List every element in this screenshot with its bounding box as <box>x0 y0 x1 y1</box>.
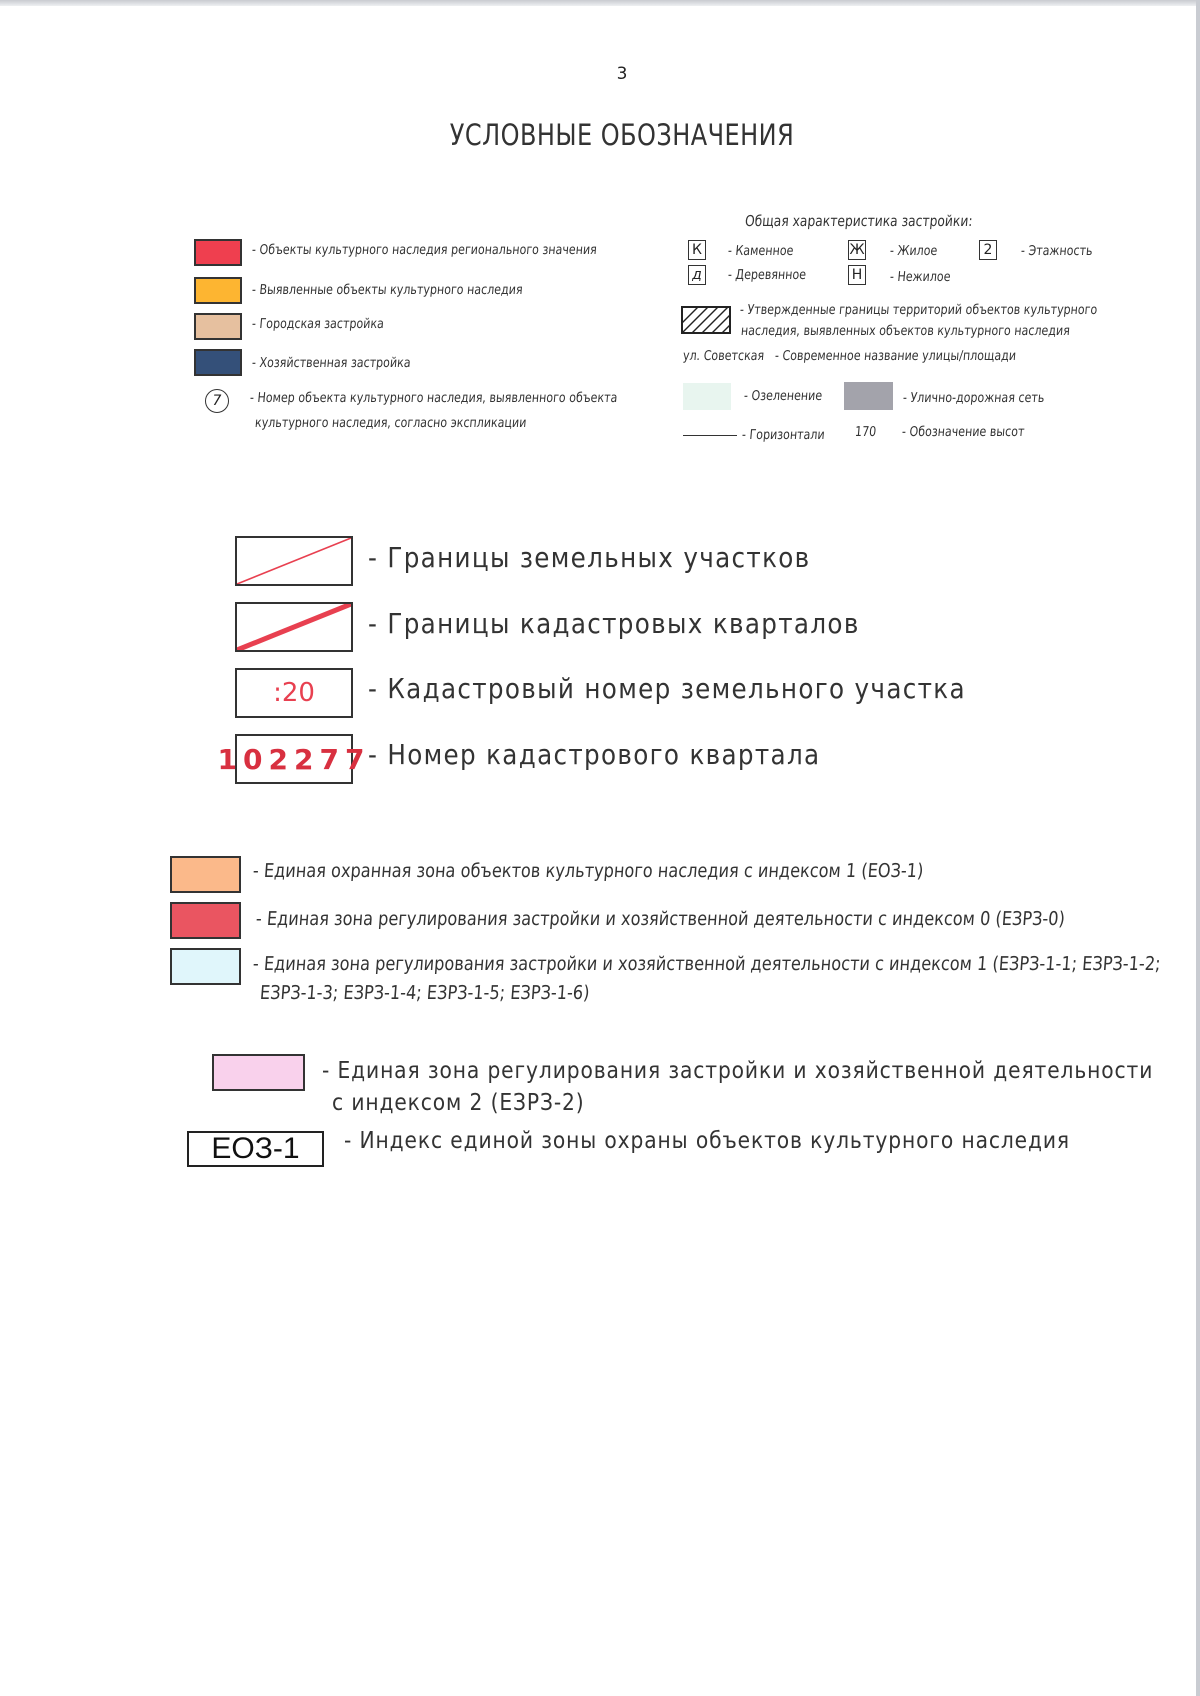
street-name-label: - Современное название улицы/площади <box>774 348 1017 364</box>
approved-bounds-label-line1: - Утвержденные границы территорий объектов культурного <box>739 302 1098 318</box>
symbol-floors: 2 <box>979 240 997 260</box>
plot-number-sample: :20 <box>235 668 353 718</box>
symbol-residential: Ж <box>849 242 865 258</box>
object-number-circle: 7 <box>205 389 229 413</box>
legend-swatch-regional-heritage <box>194 239 242 266</box>
quarter-bounds-label: - Границы кадастровых кварталов <box>368 607 860 640</box>
contour-line-sample <box>683 435 737 436</box>
symbol-stone: К <box>688 240 706 260</box>
greenery-label: - Озеленение <box>743 388 823 404</box>
label-wooden: - Деревянное <box>727 267 807 283</box>
label-stone: - Каменное <box>727 243 795 259</box>
object-number-label-line2: культурного наследия, согласно экспликации <box>254 415 528 431</box>
zone-label-eoz-1: - Единая охранная зона объектов культурного наследия с индексом 1 (ЕОЗ-1) <box>252 860 925 882</box>
legend-swatch-urban-buildings <box>194 313 242 340</box>
label-floors: - Этажность <box>1020 243 1094 259</box>
label-residential: - Жилое <box>889 243 938 259</box>
symbol-non-residential: Н <box>848 265 866 285</box>
label-non-residential: - Нежилое <box>889 269 952 285</box>
quarter-number-label: - Номер кадастрового квартала <box>368 738 821 771</box>
zone-swatch-ezrz-1 <box>170 948 241 985</box>
approved-bounds-label-line2: наследия, выявленных объектов культурного наследия <box>740 323 1071 339</box>
quarter-bounds-symbol <box>235 602 353 652</box>
zone-index-label: - Индекс единой зоны охраны объектов культурного наследия <box>344 1128 1070 1154</box>
zone-swatch-ezrz-0 <box>170 902 241 939</box>
zone-label-ezrz-0: - Единая зона регулирования застройки и хозяйственной деятельности с индексом 0 (ЕЗРЗ-0) <box>255 908 1066 930</box>
scan-edge <box>0 0 1200 6</box>
zone-label-ezrz-2-line2: с индексом 2 (ЕЗРЗ-2) <box>332 1090 585 1116</box>
legend-label-utility-buildings: - Хозяйственная застройка <box>251 355 412 371</box>
symbol-wooden: д <box>688 265 706 285</box>
height-value-sample: 170 <box>854 424 877 440</box>
hatch-icon <box>681 306 731 334</box>
zone-label-ezrz-1-line2: ЕЗРЗ-1-3; ЕЗРЗ-1-4; ЕЗРЗ-1-5; ЕЗРЗ-1-6) <box>259 982 591 1004</box>
height-label: - Обозначение высот <box>901 424 1026 440</box>
legend-swatch-identified-heritage <box>194 277 242 304</box>
legend-label-identified-heritage: - Выявленные объекты культурного наследия <box>251 282 524 298</box>
zone-label-ezrz-2-line1: - Единая зона регулирования застройки и хозяйственной деятельности <box>322 1058 1154 1084</box>
legend-label-regional-heritage: - Объекты культурного наследия регионального значения <box>251 242 598 258</box>
road-network-swatch <box>844 382 893 410</box>
zone-index-sample: ЕОЗ-1 <box>187 1131 324 1167</box>
object-number-label-line1: - Номер объекта культурного наследия, выявленного объекта <box>249 390 619 406</box>
land-plot-bounds-symbol <box>235 536 353 586</box>
building-char-heading: Общая характеристика застройки: <box>744 212 974 230</box>
zone-swatch-eoz-1 <box>170 856 241 893</box>
legend-label-urban-buildings: - Городская застройка <box>251 316 385 332</box>
contour-label: - Горизонтали <box>741 427 826 443</box>
scan-edge-right <box>1196 0 1200 1696</box>
land-plot-bounds-label: - Границы земельных участков <box>368 541 811 574</box>
page-title: УСЛОВНЫЕ ОБОЗНАЧЕНИЯ <box>449 118 795 152</box>
zone-label-ezrz-1-line1: - Единая зона регулирования застройки и хозяйственной деятельности с индексом 1 (ЕЗРЗ-1-1; ЕЗРЗ-1-2; <box>252 953 1162 975</box>
zone-swatch-ezrz-2 <box>212 1054 305 1091</box>
page-number: 3 <box>616 64 628 84</box>
road-network-label: - Улично-дорожная сеть <box>902 390 1046 406</box>
greenery-swatch <box>683 383 731 410</box>
quarter-number-sample: 102277 <box>235 734 353 784</box>
legend-swatch-utility-buildings <box>194 349 242 376</box>
plot-number-label: - Кадастровый номер земельного участка <box>368 672 966 705</box>
street-name-example: ул. Советская <box>682 348 765 364</box>
